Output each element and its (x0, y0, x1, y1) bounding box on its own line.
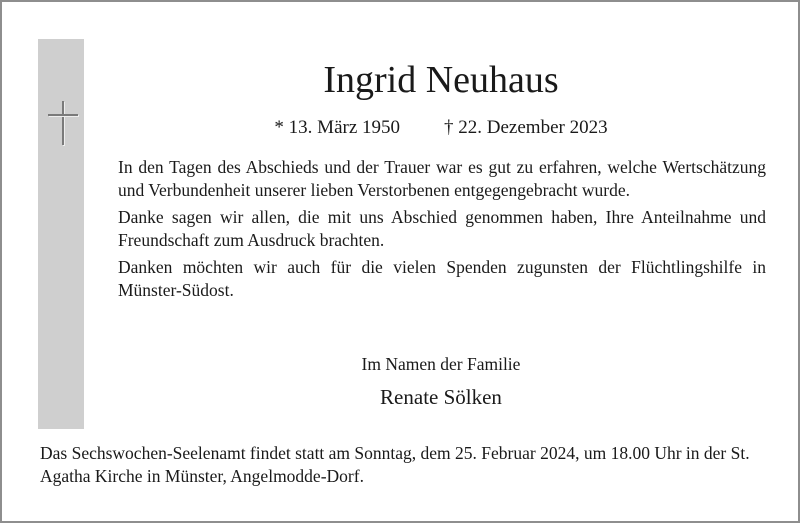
birth-date: * 13. März 1950 (274, 117, 401, 138)
thank-you-text (118, 156, 766, 306)
signature-intro: Im Namen der Familie (361, 354, 521, 374)
paragraph-2: Danke sagen wir allen, die mit uns Abschied genommen haben, Ihre Anteilnahme und Freundschaft zum Ausdruck brachten. (118, 207, 766, 250)
deceased-name: Ingrid Neuhaus (323, 59, 559, 101)
footer-text: Das Sechswochen-Seelenamt findet statt am Sonntag, dem 25. Februar 2024, um 18.00 Uhr in der St. Agatha Kirche in Münster, Angelmodde-Dorf. (40, 443, 750, 486)
signature-name: Renate Sölken (380, 385, 502, 409)
paragraph-3: Danken möchten wir auch für die vielen Spenden zugunsten der Flüchtlingshilfe in Münster-Südost. (118, 257, 766, 300)
decorative-side-bar (38, 39, 84, 429)
life-dates (116, 115, 766, 141)
paragraph-1: In den Tagen des Abschieds und der Trauer war es gut zu erfahren, welche Wertschätzung und Verbundenheit unserer lieben Verstorbenen entgegengebracht wurde. (118, 157, 766, 200)
cross-icon (48, 101, 78, 145)
death-date: † 22. Dezember 2023 (444, 117, 608, 138)
memorial-service-note (40, 442, 766, 488)
